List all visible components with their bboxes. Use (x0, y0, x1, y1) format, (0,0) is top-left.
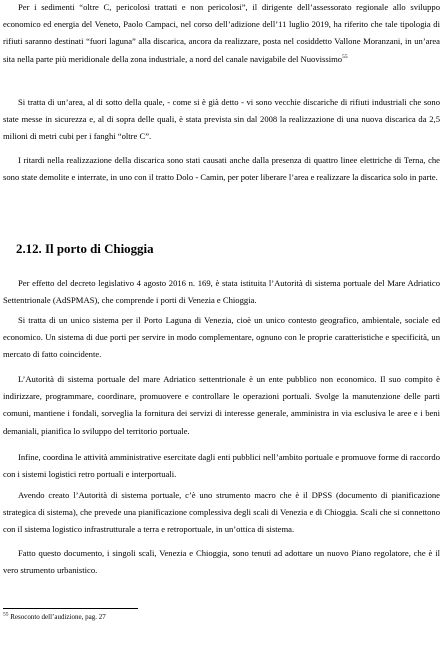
footnote-number: 55 (3, 611, 9, 618)
paragraph-dpss: Avendo creato l’Autorità di sistema portuale, c’è uno strumento macro che è il DPSS (documento di pianificazione strategica di sistema), che prevede una pianificazione complessiva degli scali di Venezia e di Chioggia. Scali che si connettono con il sistema logistico infrastrutturale a terra e retroportuale, in un’ottica di sistema. (3, 490, 440, 535)
paragraph-authority-role: L’Autorità di sistema portuale del mare Adriatico settentrionale è un ente pubblico non economico. Il suo compito è indirizzare, programmare, coordinare, promuovere e controllare le operazioni portuali. Svolge la manutenzione delle parti comuni, mantiene i fondali, sorveglia la fornitura dei servizi di interesse generale, amministra in via esclusiva le aree e i beni demaniali, pianifica lo sviluppo del territorio portuale. (3, 374, 440, 436)
paragraph-coordination: Infine, coordina le attività amministrative esercitate dagli enti pubblici nell’ambito portuale e promuove forme di raccordo con i sistemi logistici retro portuali e interportuali. (3, 452, 440, 480)
paragraph-delays: I ritardi nella realizzazione della discarica sono stati causati anche dalla presenza di quattro linee elettriche di Terna, che sono state demolite e interrate, in uno con il tratto Dolo - Camin, per poter liberare l’area e realizzare la discarica solo in parte. (3, 155, 440, 183)
paragraph-text: Per i sedimenti “oltre C, pericolosi trattati e non pericolosi”, il dirigente dell’assessorato regionale allo sviluppo economico ed energia del Veneto, Paolo Campaci, nel corso dell’adizione dell’11 luglio 2019, ha riferito che tale tipologia di rifiuti saranno destinati “fuori laguna” alla discarica, ancora da realizzare, posta nel cosiddetto Vallone Moranzani, in un’area sita nella parte più meridionale della zona industriale, a nord del canale navigabile del Nuovissimo (3, 2, 440, 64)
section-heading: 2.12. Il porto di Chioggia (16, 242, 154, 256)
paragraph-unique-system: Si tratta di un unico sistema per il Porto Laguna di Venezia, cioè un unico contesto geografico, ambientale, sociale ed economico. Un sistema di due porti per servire in modo complementare, ognuno con le proprie caratteristiche e specificità, un mercato di fatto coincidente. (3, 315, 440, 360)
footnote (3, 613, 106, 622)
footnote-reference[interactable]: 55 (342, 53, 348, 60)
footnote-separator (3, 608, 138, 609)
paragraph-sediments (3, 0, 440, 68)
paragraph-regulatory-plan: Fatto questo documento, i singoli scali, Venezia e Chioggia, sono tenuti ad adottare un nuovo Piano regolatore, che è il vero strumento urbanistico. (3, 548, 440, 576)
paragraph-authority-established: Per effetto del decreto legislativo 4 agosto 2016 n. 169, è stata istituita l’Autorità di sistema portuale del Mare Adriatico Settentrionale (AdSPMAS), che comprende i porti di Venezia e Chioggia. (3, 278, 440, 306)
footnote-text: Resoconto dell’audizione, pag. 27 (10, 613, 106, 621)
paragraph-landfill-area: Si tratta di un’area, al di sotto della quale, - come si è già detto - vi sono vecchie discariche di rifiuti industriali che sono state messe in sicurezza e, al di sopra delle quali, è stata prevista sin dal 2008 la realizzazione di una nuova discarica da 2,5 milioni di metri cubi per i fanghi “oltre C”. (3, 97, 440, 142)
